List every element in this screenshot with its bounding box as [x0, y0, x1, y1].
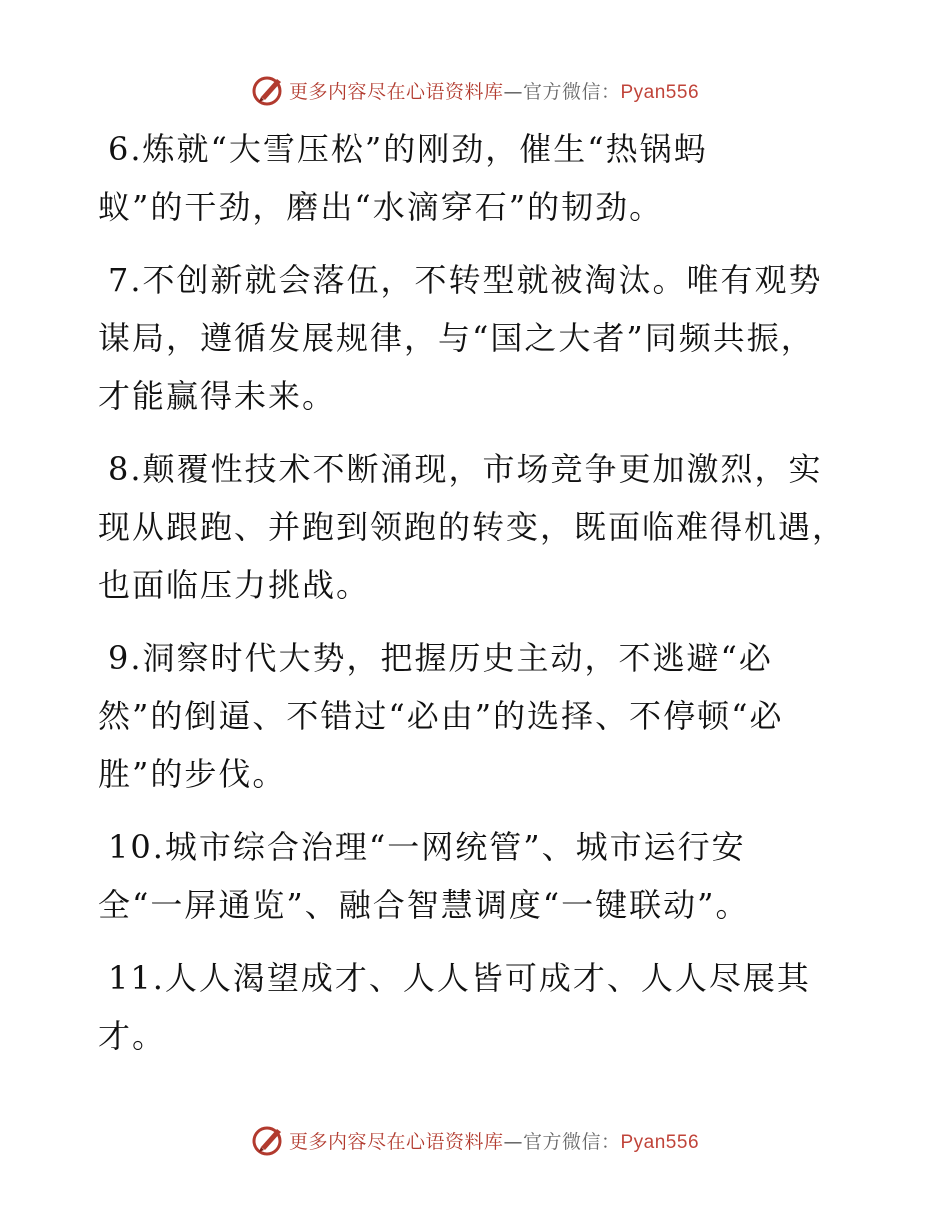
paragraph-number: 7.: [108, 261, 143, 299]
paragraph-10: [98, 818, 858, 934]
paragraph-6: [98, 120, 858, 236]
banner-main-text: 更多内容尽在心语资料库: [288, 1130, 504, 1153]
paragraph-line: 全“一屏通览”、融合智慧调度“一键联动”。: [98, 886, 750, 924]
header-banner: [0, 70, 950, 110]
paragraph-line: 蚁”的干劲，磨出“水滴穿石”的韧劲。: [98, 188, 664, 226]
banner-main-text: 更多内容尽在心语资料库: [288, 80, 504, 103]
banner-wechat-id: Pyan556: [620, 81, 700, 103]
paragraph-line: 洞察时代大势，把握历史主动，不逃避“必: [142, 639, 773, 677]
paragraph-line: 然”的倒逼、不错过“必由”的选择、不停顿“必: [98, 697, 784, 735]
banner-text: [289, 1127, 699, 1154]
banner-text: [289, 77, 699, 104]
paragraph-line: 才能赢得未来。: [98, 377, 337, 415]
paragraph-line: 不创新就会落伍，不转型就被淘汰。唯有观势: [142, 261, 823, 299]
banner-wechat-label: 官方微信：: [522, 1130, 621, 1153]
paragraph-number: 11.: [108, 959, 165, 997]
document-body: [98, 120, 858, 1080]
pen-logo-icon: [251, 1123, 285, 1157]
paragraph-number: 8.: [108, 450, 143, 488]
paragraph-number: 6.: [108, 130, 143, 168]
footer-banner: [0, 1120, 950, 1160]
banner-dash: —: [503, 1130, 523, 1153]
pen-logo-icon: [251, 73, 285, 107]
paragraph-8: [98, 440, 858, 614]
banner-dash: —: [503, 80, 523, 103]
paragraph-line: 谋局，遵循发展规律，与“国之大者”同频共振，: [98, 319, 815, 357]
paragraph-7: [98, 251, 858, 425]
banner-wechat-id: Pyan556: [620, 1131, 700, 1153]
paragraph-line: 才。: [98, 1017, 167, 1055]
paragraph-line: 现从跟跑、并跑到领跑的转变，既面临难得机遇，: [98, 508, 847, 546]
banner-wechat-label: 官方微信：: [522, 80, 621, 103]
paragraph-number: 9.: [108, 639, 143, 677]
paragraph-11: [98, 949, 858, 1065]
paragraph-line: 胜”的步伐。: [98, 755, 287, 793]
paragraph-line: 也面临压力挑战。: [98, 566, 371, 604]
paragraph-line: 城市综合治理“一网统管”、城市运行安: [164, 828, 746, 866]
paragraph-line: 炼就“大雪压松”的刚劲，催生“热锅蚂: [142, 130, 708, 168]
paragraph-line: 颠覆性技术不断涌现，市场竞争更加激烈，实: [142, 450, 823, 488]
paragraph-number: 10.: [108, 828, 165, 866]
paragraph-9: [98, 629, 858, 803]
paragraph-line: 人人渴望成才、人人皆可成才、人人尽展其: [164, 959, 811, 997]
